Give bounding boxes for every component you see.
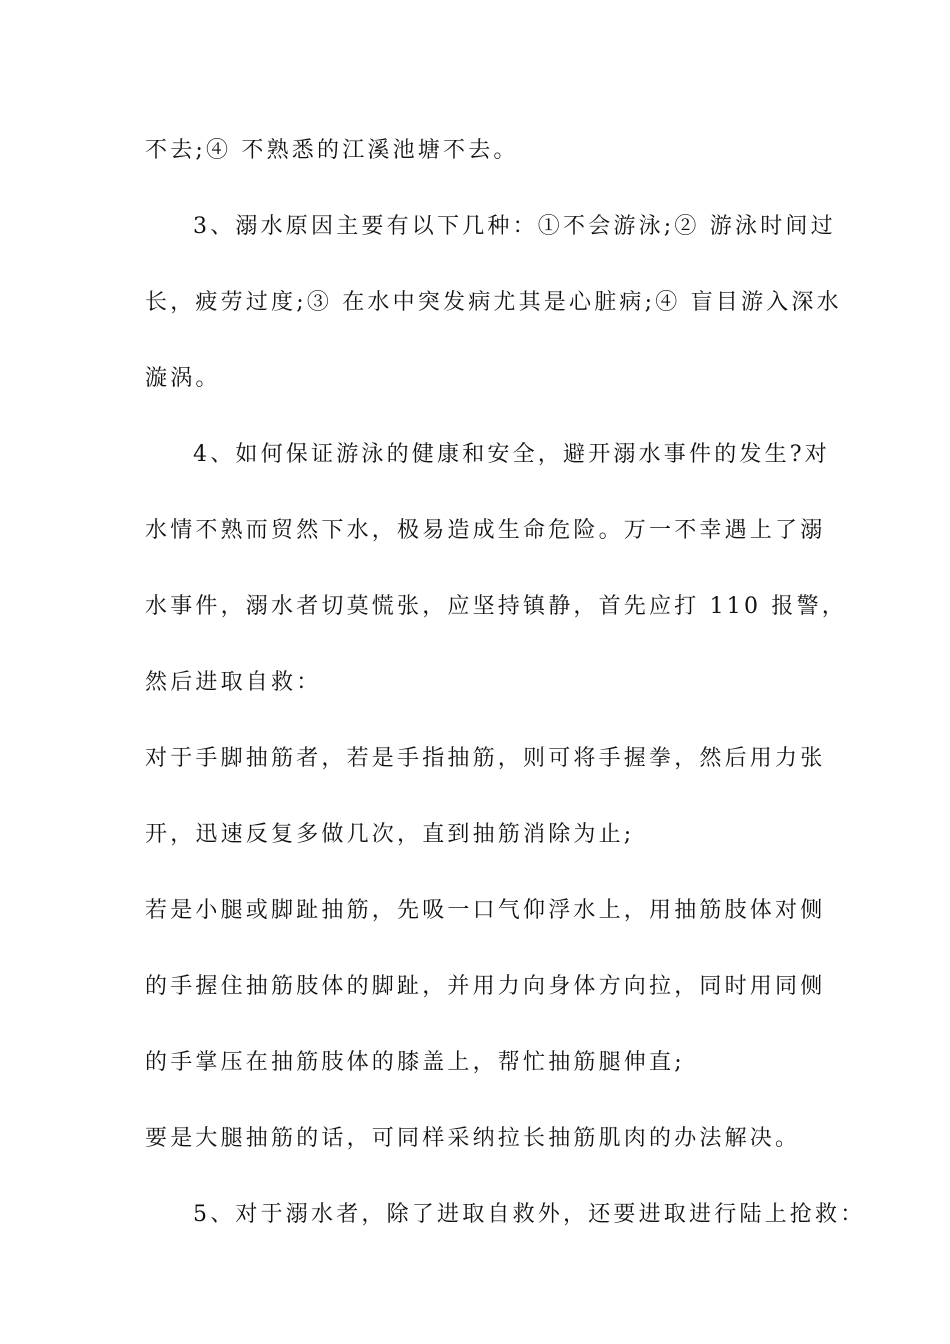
text-line: 5、对于溺水者，除了进取自救外，还要进取进行陆上抢救： [193, 1202, 866, 1227]
text-line: 长，疲劳过度;③ 在水中突发病尤其是心脏病;④ 盲目游入深水 [145, 290, 842, 315]
text-line: 要是大腿抽筋的话，可同样采纳拉长抽筋肌肉的办法解决。 [145, 1126, 801, 1151]
text-line: 开，迅速反复多做几次，直到抽筋消除为止; [145, 822, 635, 847]
text-line: 水事件，溺水者切莫慌张，应坚持镇静，首先应打 110 报警， [145, 594, 847, 619]
document-body [145, 125, 866, 1265]
text-line: 对于手脚抽筋者，若是手指抽筋，则可将手握拳，然后用力张 [145, 746, 826, 771]
text-line: 不去;④ 不熟悉的江溪池塘不去。 [145, 138, 519, 163]
text-line: 漩涡。 [145, 366, 221, 391]
text-line: 3、溺水原因主要有以下几种：①不会游泳;② 游泳时间过 [193, 214, 836, 239]
text-line: 若是小腿或脚趾抽筋，先吸一口气仰浮水上，用抽筋肢体对侧 [145, 898, 826, 923]
text-line: 的手握住抽筋肢体的脚趾，并用力向身体方向拉，同时用同侧 [145, 974, 826, 999]
text-line: 然后进取自救： [145, 670, 322, 695]
text-line: 的手掌压在抽筋肢体的膝盖上，帮忙抽筋腿伸直; [145, 1050, 685, 1075]
text-line: 4、如何保证游泳的健康和安全，避开溺水事件的发生?对 [193, 442, 830, 467]
text-line: 水情不熟而贸然下水，极易造成生命危险。万一不幸遇上了溺 [145, 518, 826, 543]
